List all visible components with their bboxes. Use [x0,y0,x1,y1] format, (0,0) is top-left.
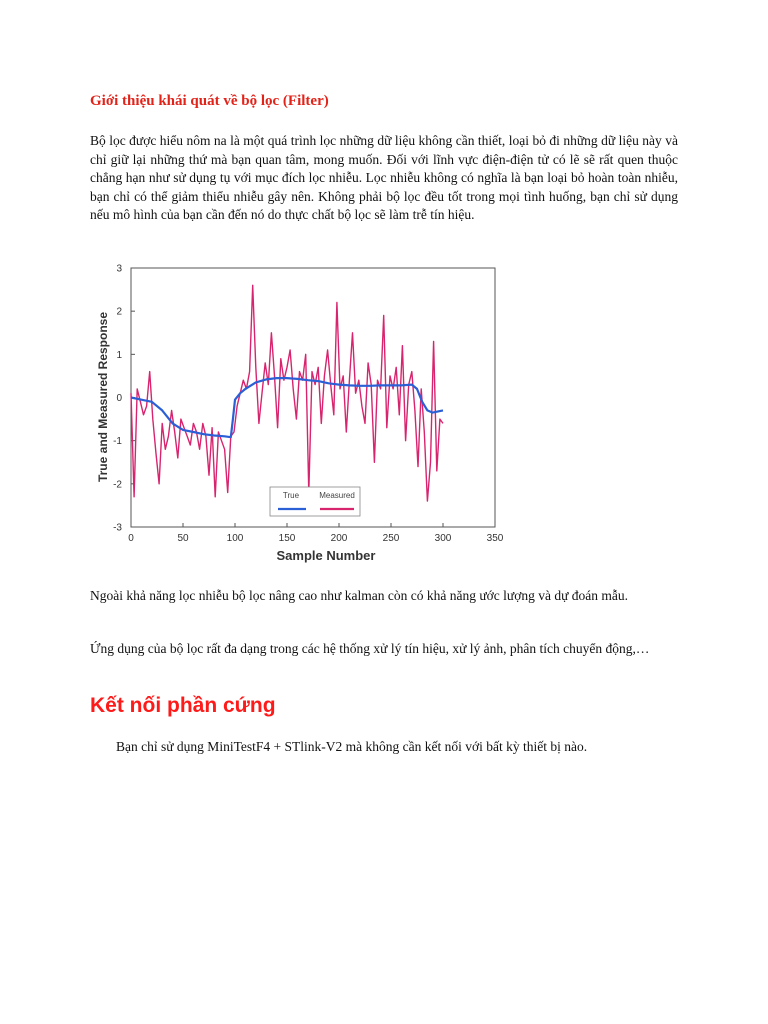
y-tick-label: 0 [116,393,122,404]
y-tick-label: -2 [113,479,122,491]
x-tick-label: 200 [330,533,348,544]
x-tick-label: 0 [128,533,134,544]
paragraph-filter-description: Bộ lọc được hiểu nôm na là một quá trình lọc những dữ liệu không cần thiết, loại bỏ đi những dữ liệu này và chỉ giữ lại những thứ mà bạn quan tâm, mong muốn. Đối với lĩnh vực điện-điện tử có lẽ sẽ rất quen thuộc chẳng hạn như sử dụng tụ với mục đích lọc nhiễu. Lọc nhiễu không có nghĩa là bạn loại bỏ hoàn toàn nhiễu, bạn chỉ có thể giảm thiểu nhiễu gây nên. Không phải bộ lọc đều tốt trong mọi tình huống, bạn chỉ sử dụng nếu mô hình của bạn cần đến nó do thực chất bộ lọc sẽ làm trễ tín hiệu. [90,133,678,222]
x-tick-label: 250 [382,533,400,544]
y-tick-label: 2 [116,306,122,318]
y-tick-label: -1 [113,436,122,448]
y-axis-label: True and Measured Response [96,311,110,483]
filter-response-chart [88,256,520,568]
legend-label-true: True [282,491,300,500]
x-tick-label: 350 [486,533,504,544]
section-title-filter-intro: Giới thiệu khái quát về bộ lọc (Filter) [90,93,329,109]
x-tick-label: 150 [278,533,296,544]
chart-svg [88,256,520,568]
legend-label-measured: Measured [319,491,355,500]
series-line-measured [131,285,443,501]
paragraph-applications: Ứng dụng của bộ lọc rất đa dạng trong các hệ thống xử lý tín hiệu, xử lý ảnh, phân tích chuyển động,… [90,641,650,656]
chart-legend [270,487,360,516]
y-tick-label: -3 [113,522,122,534]
x-tick-label: 100 [226,533,244,544]
paragraph-hardware-note: Bạn chỉ sử dụng MiniTestF4 + STlink-V2 mà không cần kết nối với bất kỳ thiết bị nào. [116,739,588,754]
y-tick-label: 3 [116,263,122,275]
x-tick-label: 300 [434,533,452,544]
section-title-hardware: Kết nối phần cứng [90,694,276,717]
x-axis-label: Sample Number [276,548,376,563]
paragraph-kalman: Ngoài khả năng lọc nhiễu bộ lọc nâng cao như kalman còn có khả năng ước lượng và dự đoán mẫu. [90,588,629,603]
x-tick-label: 50 [177,533,189,544]
series-group [131,285,443,501]
x-ticks [128,523,504,544]
series-line-true [131,378,443,437]
y-tick-label: 1 [116,349,122,361]
